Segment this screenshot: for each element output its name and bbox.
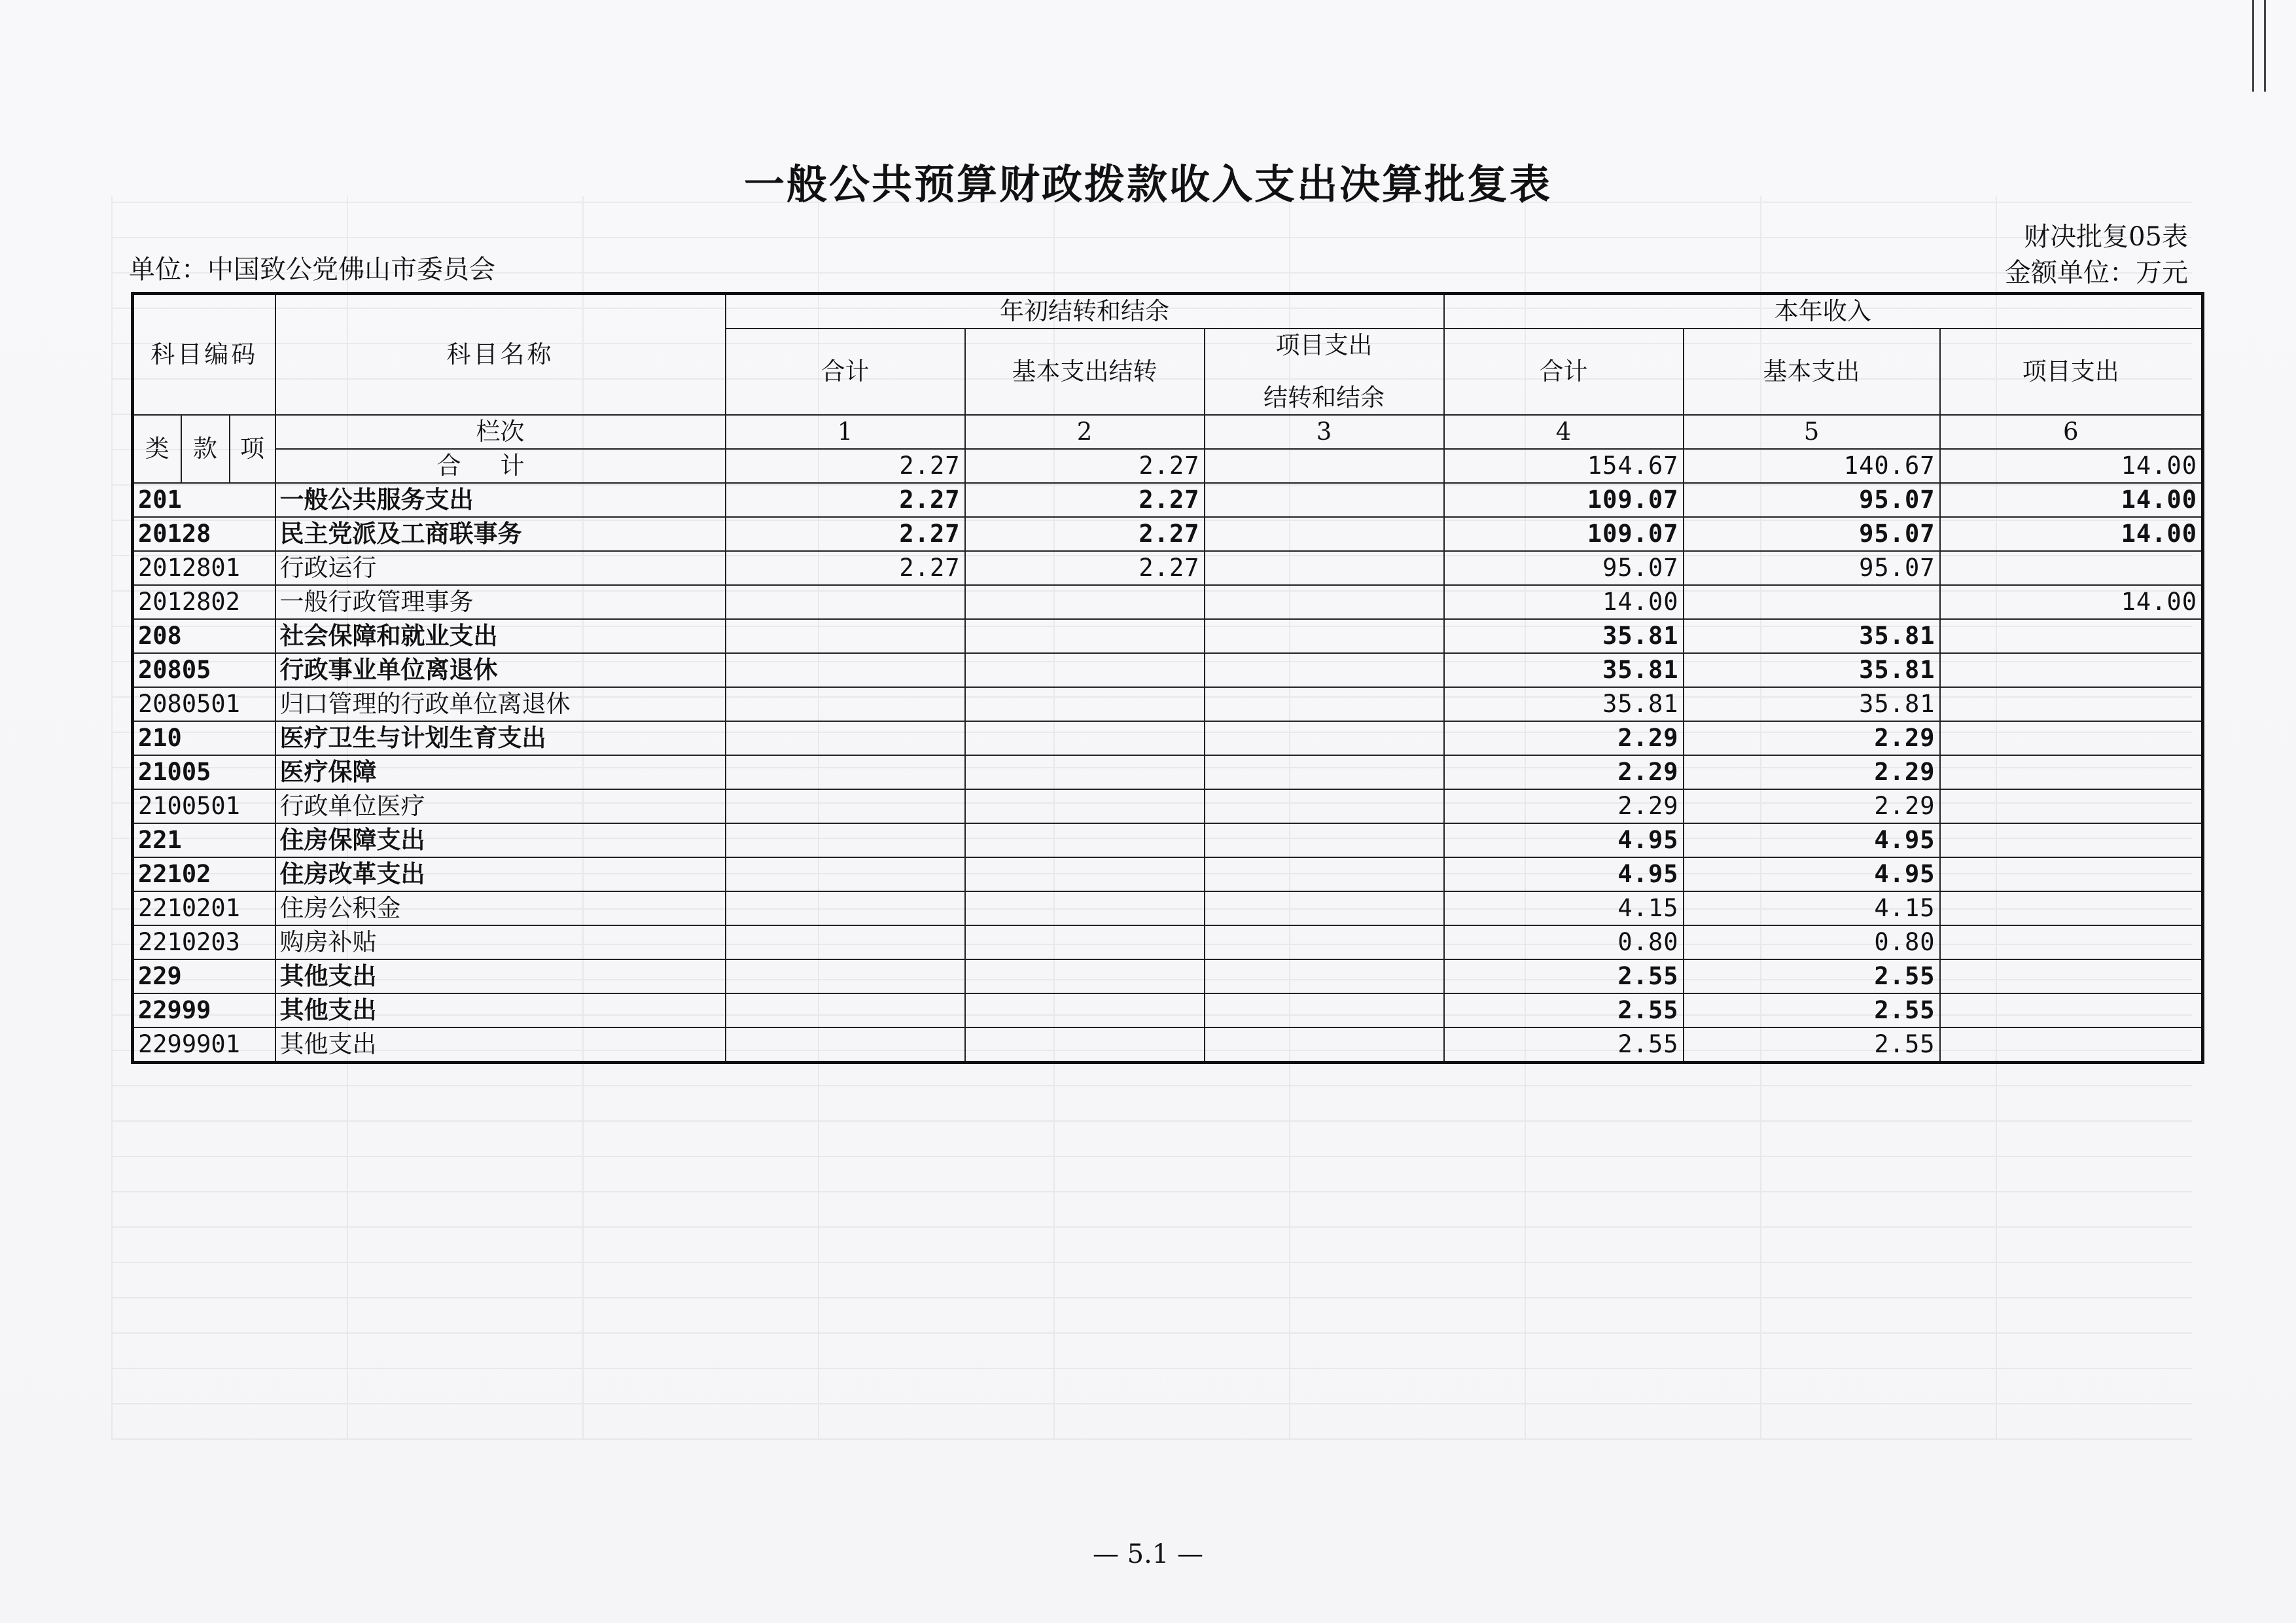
amount-cell: 109.07 xyxy=(1444,517,1684,551)
subject-name-cell: 购房补贴 xyxy=(275,925,726,959)
subject-name-cell: 医疗卫生与计划生育支出 xyxy=(275,721,726,755)
amount-cell xyxy=(965,585,1205,619)
subject-code-cell: 2012802 xyxy=(133,585,275,619)
amount-cell: 0.80 xyxy=(1684,925,1940,959)
unit-label: 单位：中国致公党佛山市委员会 xyxy=(129,255,495,285)
table-row xyxy=(133,687,2203,721)
table-row xyxy=(133,1027,2203,1063)
scan-edge-line xyxy=(2252,0,2254,92)
subject-name-cell: 住房保障支出 xyxy=(275,823,726,857)
amount-cell: 14.00 xyxy=(1940,585,2203,619)
total-cell xyxy=(1205,449,1444,483)
amount-cell: 35.81 xyxy=(1684,687,1940,721)
amount-cell xyxy=(726,585,965,619)
amount-cell xyxy=(1940,823,2203,857)
amount-cell xyxy=(1940,959,2203,993)
table-row xyxy=(133,891,2203,925)
amount-cell: 2.29 xyxy=(1444,789,1684,823)
form-number: 财决批复05表 xyxy=(2024,222,2188,252)
page-number: — 5.1 — xyxy=(1092,1539,1204,1569)
subject-code-cell: 2210201 xyxy=(133,891,275,925)
amount-cell xyxy=(1205,517,1444,551)
amount-cell xyxy=(1205,483,1444,517)
amount-cell: 2.55 xyxy=(1684,959,1940,993)
table-row xyxy=(133,993,2203,1027)
amount-cell xyxy=(1940,653,2203,687)
amount-cell: 35.81 xyxy=(1444,687,1684,721)
amount-cell xyxy=(726,891,965,925)
header-income-basic: 基本支出 xyxy=(1684,329,1940,415)
amount-cell xyxy=(1205,993,1444,1027)
amount-cell xyxy=(1940,687,2203,721)
amount-cell xyxy=(726,755,965,789)
table-row xyxy=(133,551,2203,585)
column-index: 3 xyxy=(1205,415,1444,449)
amount-cell xyxy=(965,755,1205,789)
column-index: 5 xyxy=(1684,415,1940,449)
amount-cell: 2.27 xyxy=(965,551,1205,585)
amount-cell xyxy=(965,959,1205,993)
amount-cell xyxy=(1205,551,1444,585)
amount-cell: 2.55 xyxy=(1684,993,1940,1027)
amount-cell: 4.95 xyxy=(1684,857,1940,891)
amount-cell xyxy=(1205,857,1444,891)
amount-cell xyxy=(1940,857,2203,891)
subject-name-cell: 医疗保障 xyxy=(275,755,726,789)
subject-code-cell: 20805 xyxy=(133,653,275,687)
amount-cell: 109.07 xyxy=(1444,483,1684,517)
amount-cell xyxy=(1205,823,1444,857)
amount-cell: 2.29 xyxy=(1444,721,1684,755)
table-row xyxy=(133,619,2203,653)
subject-code-cell: 22999 xyxy=(133,993,275,1027)
amount-cell xyxy=(1205,687,1444,721)
subject-code-cell: 20128 xyxy=(133,517,275,551)
column-index: 6 xyxy=(1940,415,2203,449)
amount-cell: 4.95 xyxy=(1444,823,1684,857)
subject-name-cell: 一般行政管理事务 xyxy=(275,585,726,619)
amount-cell xyxy=(1940,925,2203,959)
amount-cell xyxy=(726,1027,965,1063)
table-row xyxy=(133,959,2203,993)
header-kuan: 款 xyxy=(181,415,230,483)
subject-code-cell: 2210203 xyxy=(133,925,275,959)
amount-cell xyxy=(965,1027,1205,1063)
amount-cell xyxy=(1940,619,2203,653)
header-subject-name: 科目名称 xyxy=(275,294,726,416)
subject-code-cell: 210 xyxy=(133,721,275,755)
amount-cell xyxy=(1940,551,2203,585)
amount-cell xyxy=(1205,619,1444,653)
table-row xyxy=(133,755,2203,789)
header-group-income: 本年收入 xyxy=(1444,294,2203,329)
total-cell: 154.67 xyxy=(1444,449,1684,483)
amount-cell: 2.27 xyxy=(726,551,965,585)
column-index: 1 xyxy=(726,415,965,449)
table-row xyxy=(133,483,2203,517)
amount-cell: 95.07 xyxy=(1684,551,1940,585)
header-xiang: 项 xyxy=(230,415,275,483)
subject-name-cell: 其他支出 xyxy=(275,1027,726,1063)
amount-cell: 35.81 xyxy=(1444,619,1684,653)
subject-name-cell: 一般公共服务支出 xyxy=(275,483,726,517)
amount-cell xyxy=(726,619,965,653)
amount-cell xyxy=(965,857,1205,891)
subject-name-cell: 行政事业单位离退休 xyxy=(275,653,726,687)
header-income-total: 合计 xyxy=(1444,329,1684,415)
subject-name-cell: 其他支出 xyxy=(275,959,726,993)
amount-cell xyxy=(965,789,1205,823)
amount-cell: 2.27 xyxy=(965,517,1205,551)
amount-cell: 2.55 xyxy=(1684,1027,1940,1063)
column-index: 2 xyxy=(965,415,1205,449)
scan-edge-line xyxy=(2264,0,2266,92)
total-cell: 14.00 xyxy=(1940,449,2203,483)
amount-cell: 2.29 xyxy=(1684,789,1940,823)
amount-cell: 2.27 xyxy=(726,517,965,551)
amount-cell xyxy=(1205,755,1444,789)
subject-code-cell: 221 xyxy=(133,823,275,857)
amount-cell: 2.29 xyxy=(1444,755,1684,789)
amount-cell: 4.95 xyxy=(1684,823,1940,857)
amount-cell: 2.27 xyxy=(965,483,1205,517)
amount-cell xyxy=(1205,1027,1444,1063)
amount-cell xyxy=(965,687,1205,721)
subject-name-cell: 行政单位医疗 xyxy=(275,789,726,823)
amount-cell xyxy=(1940,1027,2203,1063)
amount-cell: 35.81 xyxy=(1684,619,1940,653)
amount-cell: 2.55 xyxy=(1444,1027,1684,1063)
subject-name-cell: 归口管理的行政单位离退休 xyxy=(275,687,726,721)
amount-cell xyxy=(1205,585,1444,619)
amount-cell: 95.07 xyxy=(1684,517,1940,551)
amount-cell: 2.29 xyxy=(1684,755,1940,789)
table-row xyxy=(133,585,2203,619)
subject-name-cell: 社会保障和就业支出 xyxy=(275,619,726,653)
amount-cell xyxy=(1205,789,1444,823)
subject-code-cell: 21005 xyxy=(133,755,275,789)
amount-cell xyxy=(1940,755,2203,789)
amount-cell xyxy=(1940,789,2203,823)
amount-cell: 2.55 xyxy=(1444,959,1684,993)
table-row xyxy=(133,823,2203,857)
amount-cell: 2.27 xyxy=(726,483,965,517)
amount-cell xyxy=(726,857,965,891)
amount-cell xyxy=(965,823,1205,857)
subject-code-cell: 201 xyxy=(133,483,275,517)
header-subject-code: 科目编码 xyxy=(133,294,275,416)
amount-cell xyxy=(1205,721,1444,755)
amount-cell: 95.07 xyxy=(1684,483,1940,517)
amount-cell xyxy=(965,619,1205,653)
amount-cell xyxy=(965,891,1205,925)
header-project-carryover-line2: 结转和结余 xyxy=(1263,383,1385,412)
subject-code-cell: 229 xyxy=(133,959,275,993)
column-index-label: 栏次 xyxy=(275,415,726,449)
amount-cell: 35.81 xyxy=(1684,653,1940,687)
amount-cell: 35.81 xyxy=(1444,653,1684,687)
amount-cell xyxy=(1940,993,2203,1027)
subject-code-cell: 2299901 xyxy=(133,1027,275,1063)
subject-name-cell: 住房改革支出 xyxy=(275,857,726,891)
header-project-carryover xyxy=(1205,329,1444,415)
amount-cell xyxy=(965,993,1205,1027)
table-row xyxy=(133,721,2203,755)
amount-cell: 2.55 xyxy=(1444,993,1684,1027)
subject-name-cell: 行政运行 xyxy=(275,551,726,585)
subject-name-cell: 民主党派及工商联事务 xyxy=(275,517,726,551)
amount-cell: 14.00 xyxy=(1940,483,2203,517)
amount-cell xyxy=(1940,891,2203,925)
amount-cell: 4.15 xyxy=(1684,891,1940,925)
header-group-carryover: 年初结转和结余 xyxy=(726,294,1444,329)
amount-cell xyxy=(726,721,965,755)
amount-cell xyxy=(726,993,965,1027)
amount-cell: 0.80 xyxy=(1444,925,1684,959)
subject-code-cell: 22102 xyxy=(133,857,275,891)
total-cell: 2.27 xyxy=(726,449,965,483)
table-row xyxy=(133,857,2203,891)
amount-cell xyxy=(726,925,965,959)
total-row-label: 合计 xyxy=(275,449,726,483)
amount-cell xyxy=(726,959,965,993)
amount-unit: 金额单位：万元 xyxy=(2005,258,2188,288)
budget-table-body xyxy=(133,483,2203,1063)
table-row xyxy=(133,789,2203,823)
amount-cell xyxy=(965,721,1205,755)
amount-cell xyxy=(1205,959,1444,993)
subject-code-cell: 2012801 xyxy=(133,551,275,585)
table-row xyxy=(133,517,2203,551)
total-row xyxy=(133,449,2203,483)
header-carryover-total: 合计 xyxy=(726,329,965,415)
amount-cell xyxy=(1205,891,1444,925)
header-project-carryover-line1: 项目支出 xyxy=(1275,331,1373,359)
header-lei: 类 xyxy=(133,415,181,483)
table-row xyxy=(133,925,2203,959)
amount-cell: 14.00 xyxy=(1940,517,2203,551)
header-basic-carryover: 基本支出结转 xyxy=(965,329,1205,415)
subject-code-cell: 208 xyxy=(133,619,275,653)
amount-cell: 4.15 xyxy=(1444,891,1684,925)
subject-code-cell: 2080501 xyxy=(133,687,275,721)
amount-cell xyxy=(1205,925,1444,959)
amount-cell: 4.95 xyxy=(1444,857,1684,891)
amount-cell xyxy=(726,687,965,721)
subject-name-cell: 住房公积金 xyxy=(275,891,726,925)
document-title: 一般公共预算财政拨款收入支出决算批复表 xyxy=(743,160,1552,208)
amount-cell xyxy=(726,789,965,823)
header-income-project: 项目支出 xyxy=(1940,329,2203,415)
amount-cell xyxy=(1940,721,2203,755)
table-row xyxy=(133,653,2203,687)
budget-table xyxy=(131,292,2204,1064)
subject-name-cell: 其他支出 xyxy=(275,993,726,1027)
amount-cell xyxy=(1684,585,1940,619)
total-cell: 2.27 xyxy=(965,449,1205,483)
amount-cell xyxy=(726,823,965,857)
amount-cell: 95.07 xyxy=(1444,551,1684,585)
amount-cell xyxy=(965,653,1205,687)
amount-cell: 2.29 xyxy=(1684,721,1940,755)
total-cell: 140.67 xyxy=(1684,449,1940,483)
amount-cell xyxy=(726,653,965,687)
amount-cell: 14.00 xyxy=(1444,585,1684,619)
amount-cell xyxy=(965,925,1205,959)
amount-cell xyxy=(1205,653,1444,687)
column-index: 4 xyxy=(1444,415,1684,449)
subject-code-cell: 2100501 xyxy=(133,789,275,823)
